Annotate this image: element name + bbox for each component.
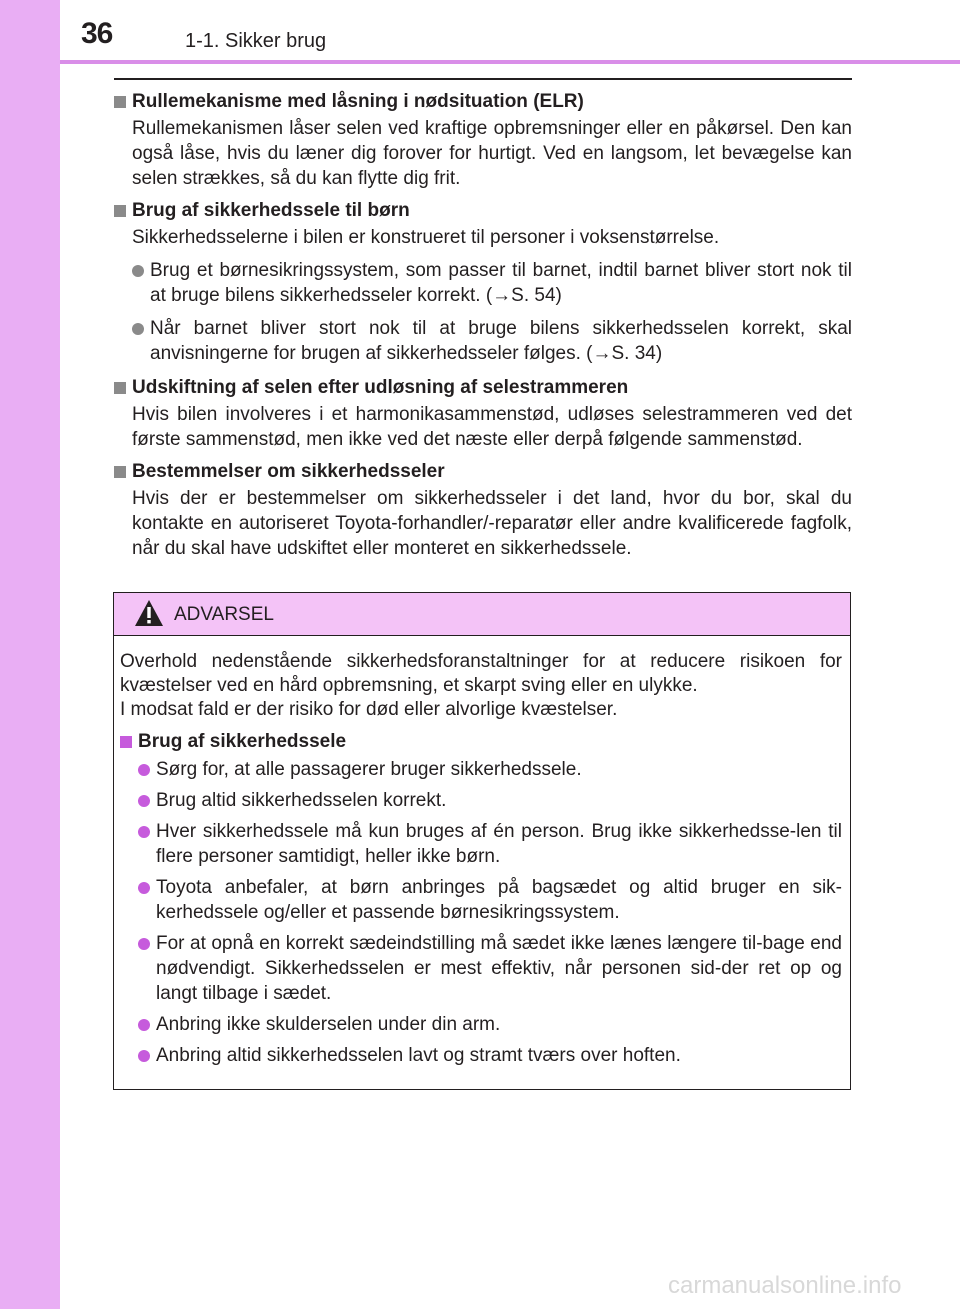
list-item: Når barnet bliver stort nok til at bruge bilens sikkerhedsselen korrekt, skal anvisningerne for brugen af sikkerhedsseler følges. (→S. 34) <box>132 316 852 366</box>
warning-box <box>113 592 851 1090</box>
section-text: Sikkerhedsselerne i bilen er konstrueret til personer i voksenstørrelse. <box>132 227 720 248</box>
round-bullet-icon <box>138 795 150 807</box>
warning-triangle-icon <box>134 599 164 632</box>
chapter-sidebar <box>0 0 60 1309</box>
list-item: Anbring altid sikkerhedsselen lavt og stramt tværs over hoften. <box>138 1043 842 1068</box>
section-heading: Udskiftning af selen efter udløsning af selestrammeren <box>132 377 629 398</box>
main-content <box>114 88 852 567</box>
round-bullet-icon <box>132 265 144 277</box>
section-children <box>114 197 852 366</box>
section-text: Hvis bilen involveres i et harmonikasammenstød, udløses selestrammeren ved det første sammenstød, men ikke ved det næste eller derpå følgende sammenstød. <box>132 404 852 450</box>
section-text: Hvis der er bestemmelser om sikkerhedsseler i det land, hvor du bor, skal du kontakte en autoriseret Toyota-forhandler/-reparatør eller andre kvalificerede fagfolk, når du skal have udskiftet eller monteret en sikkerhedssele. <box>132 488 852 559</box>
list-item: Anbring ikke skulderselen under din arm. <box>138 1012 842 1037</box>
square-bullet-icon <box>114 382 126 394</box>
round-bullet-icon <box>138 882 150 894</box>
page-header <box>0 0 960 62</box>
section-elr <box>114 88 852 191</box>
warning-intro: Overhold nedenstående sikkerhedsforanstaltninger for at reducere risikoen for kvæstelser ved en hård opbremsning, et skarpt sving eller en ulykke. <box>120 651 842 696</box>
warning-bullet-list <box>138 757 842 1068</box>
list-item: Sørg for, at alle passagerer bruger sikkerhedssele. <box>138 757 842 782</box>
section-regulations <box>114 458 852 561</box>
watermark: carmanualsonline.info <box>668 1272 902 1299</box>
content-top-rule <box>114 78 852 80</box>
list-item: For at opnå en korrekt sædeindstilling må sædet ikke lænes længere til-bage end nødvendigt. Sikkerhedsselen er mest effektiv, når personen sid-der ret op og langt tilbage i sædet. <box>138 931 842 1006</box>
warning-intro-consequence: I modsat fald er der risiko for død eller alvorlige kvæstelser. <box>120 699 618 720</box>
section-pretensioner <box>114 374 852 452</box>
square-bullet-icon <box>114 466 126 478</box>
list-item: Brug et børnesikringssystem, som passer til barnet, indtil barnet bliver stort nok til at bruge bilens sikkerhedsseler korrekt. (→S. 54) <box>132 258 852 308</box>
list-item: Toyota anbefaler, at børn anbringes på bagsædet og altid bruger en sik-kerhedssele og/eller et passende børnesikringssystem. <box>138 875 842 925</box>
square-bullet-icon <box>114 205 126 217</box>
round-bullet-icon <box>138 938 150 950</box>
section-text: Rullemekanismen låser selen ved kraftige opbremsninger eller en påkørsel. Den kan også låse, hvis du læner dig forover for hurtigt. Ved en langsom, let bevægelse kan selen strækkes, så du kan flytte dig frit. <box>132 118 852 189</box>
section-heading: Bestemmelser om sikkerhedsseler <box>132 461 445 482</box>
round-bullet-icon <box>138 1050 150 1062</box>
list-item: Brug altid sikkerhedsselen korrekt. <box>138 788 842 813</box>
warning-body <box>114 636 850 1068</box>
section-heading: Brug af sikkerhedssele til børn <box>132 200 410 221</box>
warning-subheading: Brug af sikkerhedssele <box>138 731 347 752</box>
square-bullet-icon <box>114 96 126 108</box>
round-bullet-icon <box>138 764 150 776</box>
square-bullet-icon <box>120 736 132 748</box>
header-divider <box>60 60 960 64</box>
round-bullet-icon <box>138 1019 150 1031</box>
warning-header <box>114 593 850 636</box>
section-heading: Rullemekanisme med låsning i nødsituation (ELR) <box>132 91 584 112</box>
round-bullet-icon <box>132 323 144 335</box>
round-bullet-icon <box>138 826 150 838</box>
bullet-list <box>132 258 852 366</box>
warning-label: ADVARSEL <box>174 604 274 625</box>
page-number: 36 <box>81 17 113 50</box>
list-item: Hver sikkerhedssele må kun bruges af én person. Brug ikke sikkerhedsse-len til flere personer samtidigt, heller ikke børn. <box>138 819 842 869</box>
section-title: 1-1. Sikker brug <box>185 30 327 52</box>
